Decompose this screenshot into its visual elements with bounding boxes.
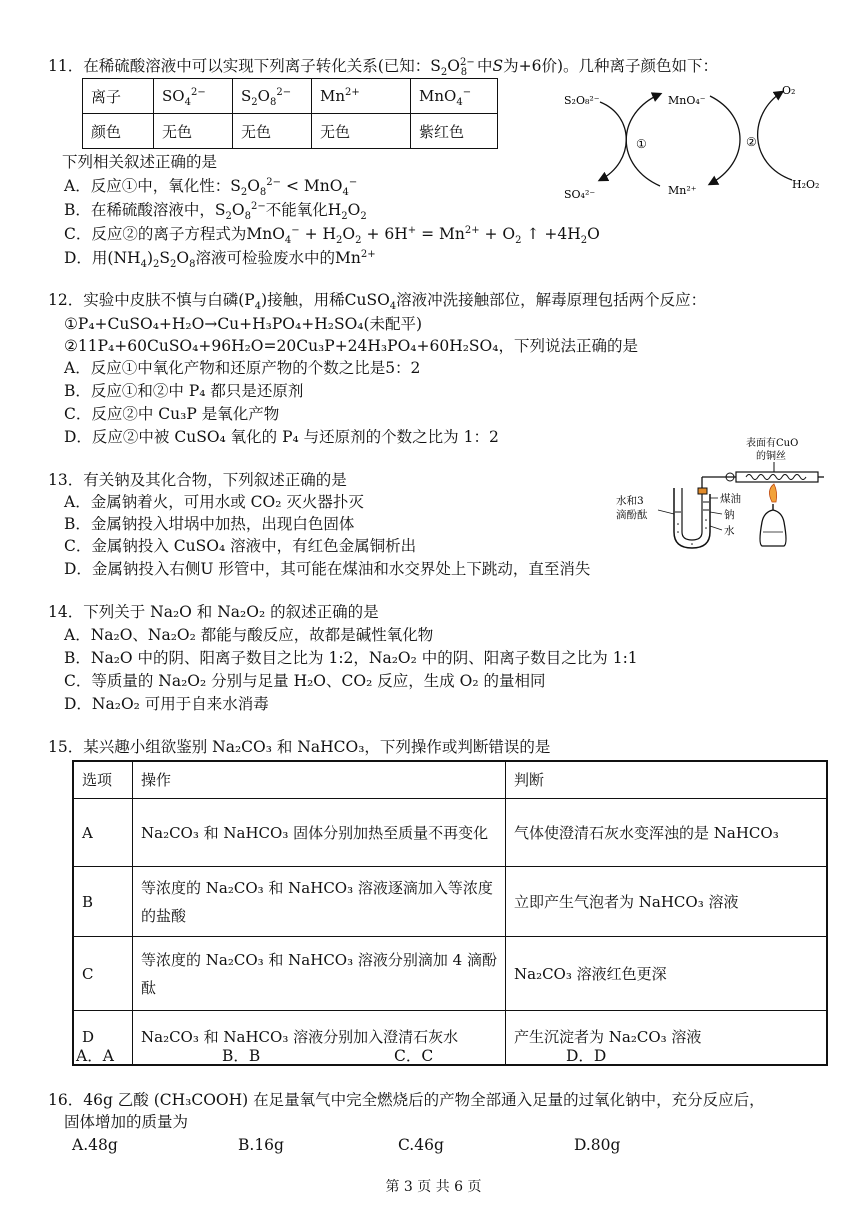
q12-option-a: A．反应①中氧化产物和还原产物的个数之比是5：2	[64, 359, 421, 377]
label-so4: SO₄²⁻	[564, 188, 596, 201]
label-phenolphthalein: 滴酚酞	[616, 509, 648, 521]
q14-stem: 14．下列关于 Na₂O 和 Na₂O₂ 的叙述正确的是	[48, 603, 379, 621]
label-mn: Mn²⁺	[668, 184, 697, 197]
row-operation: 等浓度的 Na₂CO₃ 和 NaHCO₃ 溶液逐滴加入等浓度的盐酸	[133, 867, 506, 937]
q11-lead: 下列相关叙述正确的是	[62, 153, 218, 171]
q12-stem: 12．实验中皮肤不慎与白磷$(P_4)$接触，用稀CuSO$_4$溶液冲洗接触部位，解毒原理包括两个反应：	[48, 291, 707, 313]
q14-option-c: C．等质量的 Na₂O₂ 分别与足量 H₂O、CO₂ 反应，生成 O₂ 的量相同	[64, 672, 546, 690]
q11-stem: 11．在稀硫酸溶液中可以实现下列离子转化关系(已知：$S_2O^{2-}_8$ 中S为+6价)。几种离子颜色如下：	[48, 56, 719, 79]
q13-option-d: D．金属钠投入右侧U 形管中，其可能在煤油和水交界处上下跳动，直至消失	[64, 560, 591, 578]
label-water-phenol: 水和3	[616, 495, 644, 507]
ion-cycle-diagram	[560, 76, 840, 206]
q11-option-d: D．用$(NH_4)_2S_2O_8$溶液可检验废水中的$Mn^{2+}$	[64, 248, 376, 271]
row-label: A	[73, 799, 133, 867]
ion-s2o8: $S_2O_8^{2-}$	[233, 79, 312, 114]
q14-option-b: B．Na₂O 中的阴、阳离子数目之比为 1:2，Na₂O₂ 中的阴、阳离子数目之比为 1:1	[64, 649, 638, 667]
q14-option-a: A．Na₂O、Na₂O₂ 都能与酸反应，故都是碱性氧化物	[64, 626, 434, 644]
row-operation: Na₂CO₃ 和 NaHCO₃ 固体分别加热至质量不再变化	[133, 799, 506, 867]
row-judgment: Na₂CO₃ 溶液红色更深	[506, 937, 828, 1011]
q16-option-b: B.16g	[238, 1136, 284, 1154]
reaction1-left-arc	[600, 102, 626, 180]
row-label: D	[73, 1011, 133, 1065]
q16-option-a: A.48g	[72, 1136, 118, 1154]
apparatus-diagram	[612, 432, 827, 557]
table-row	[73, 1011, 827, 1065]
q15-option-d: D．D	[566, 1047, 607, 1065]
label-o2: O₂	[782, 84, 796, 97]
row-operation: 等浓度的 Na₂CO₃ 和 NaHCO₃ 溶液分别滴加 4 滴酚酞	[133, 937, 506, 1011]
stopper	[698, 488, 707, 494]
reaction2-left-arc	[710, 96, 740, 184]
label-sodium: 钠	[724, 509, 735, 521]
row-judgment: 产生沉淀者为 Na₂CO₃ 溶液	[506, 1011, 828, 1065]
q13-option-a: A．金属钠着火，可用水或 CO₂ 灭火器扑灭	[64, 493, 364, 511]
label-water: 水	[724, 525, 735, 537]
header-judgment: 判断	[506, 761, 828, 799]
color-mn: 无色	[312, 114, 411, 149]
identification-table	[72, 760, 828, 1066]
q13-option-b: B．金属钠投入坩埚中加热，出现白色固体	[64, 515, 355, 533]
row-operation: Na₂CO₃ 和 NaHCO₃ 溶液分别加入澄清石灰水	[133, 1011, 506, 1065]
label-h2o2: H₂O₂	[792, 178, 820, 191]
color-mno4: 紫红色	[411, 114, 498, 149]
ion-mn: $Mn^{2+}$	[312, 79, 411, 114]
label-reaction2: ②	[746, 135, 757, 149]
ion-mno4: MnO$_4$−	[411, 79, 498, 114]
label-s2o8: S₂O₈²⁻	[564, 94, 600, 107]
q12-option-b: B．反应①和②中 P₄ 都只是还原剂	[64, 382, 304, 400]
q11-option-c: C．反应②的离子方程式为$MnO_4^- + H_2O_2 + 6H^+ = Mn^{2+} + O_2$ ↑ $+4H_2O$	[64, 224, 600, 247]
q11-option-a: A．反应①中，氧化性：$S_2O_8^{2-} < MnO_4^-$	[64, 176, 358, 199]
page-footer: 第 3 页 共 6 页	[385, 1179, 482, 1195]
ion-header: 离子	[83, 79, 154, 114]
q14-option-d: D．Na₂O₂ 可用于自来水消毒	[64, 695, 269, 713]
q16-option-d: D.80g	[574, 1136, 621, 1154]
color-header: 颜色	[83, 114, 154, 149]
label-cuo: 表面有CuO	[746, 438, 799, 449]
q12-reaction1: ①P₄+CuSO₄+H₂O→Cu+H₃PO₄+H₂SO₄(未配平)	[64, 315, 423, 333]
alcohol-lamp	[760, 510, 786, 546]
q12-option-c: C．反应②中 Cu₃P 是氧化产物	[64, 405, 280, 423]
q15-option-c: C．C	[394, 1047, 434, 1065]
row-label: B	[73, 867, 133, 937]
u-tube-inner	[682, 488, 702, 540]
q12-option-d: D．反应②中被 CuSO₄ 氧化的 P₄ 与还原剂的个数之比为 1：2	[64, 428, 499, 446]
row-judgment: 立即产生气泡者为 NaHCO₃ 溶液	[506, 867, 828, 937]
label-kerosene: 煤油	[720, 493, 741, 505]
q16-option-c: C.46g	[398, 1136, 444, 1154]
color-s2o8: 无色	[233, 114, 312, 149]
q13-stem: 13．有关钠及其化合物，下列叙述正确的是	[48, 471, 347, 489]
table-row	[73, 937, 827, 1011]
q15-stem: 15．某兴趣小组欲鉴别 Na₂CO₃ 和 NaHCO₃，下列操作或判断错误的是	[48, 738, 551, 756]
header-option: 选项	[73, 761, 133, 799]
flame	[769, 484, 776, 502]
q15-option-b: B．B	[222, 1047, 261, 1065]
row-judgment: 气体使澄清石灰水变浑浊的是 NaHCO₃	[506, 799, 828, 867]
u-tube-outer	[674, 488, 710, 548]
row-label: C	[73, 937, 133, 1011]
q11-option-b: B．在稀硫酸溶液中，$S_2O_8^{2-}$不能氧化$H_2O_2$	[64, 200, 367, 223]
ion-color-table	[82, 78, 498, 149]
q12-reaction2: ②11P₄+60CuSO₄+96H₂O=20Cu₃P+24H₃PO₄+60H₂SO₄，下列说法正确的是	[64, 337, 638, 355]
header-operation: 操作	[133, 761, 506, 799]
color-so4: 无色	[154, 114, 233, 149]
table-row	[73, 867, 827, 937]
ion-so4: $SO_4^{2-}$	[154, 79, 233, 114]
label-reaction1: ①	[636, 137, 647, 151]
reaction2-right-arc	[758, 92, 792, 180]
label-copper-wire: 的铜丝	[756, 451, 786, 462]
table-row	[73, 799, 827, 867]
q16-stem: 16．46g 乙酸 (CH₃COOH) 在足量氧气中完全燃烧后的产物全部通入足量的过氧化钠中，充分反应后，	[48, 1091, 765, 1109]
q15-option-a: A．A	[76, 1047, 114, 1065]
q16-stem-cont: 固体增加的质量为	[64, 1113, 189, 1131]
q13-option-c: C．金属钠投入 CuSO₄ 溶液中，有红色金属铜析出	[64, 537, 417, 555]
label-mno4: MnO₄⁻	[668, 94, 706, 107]
